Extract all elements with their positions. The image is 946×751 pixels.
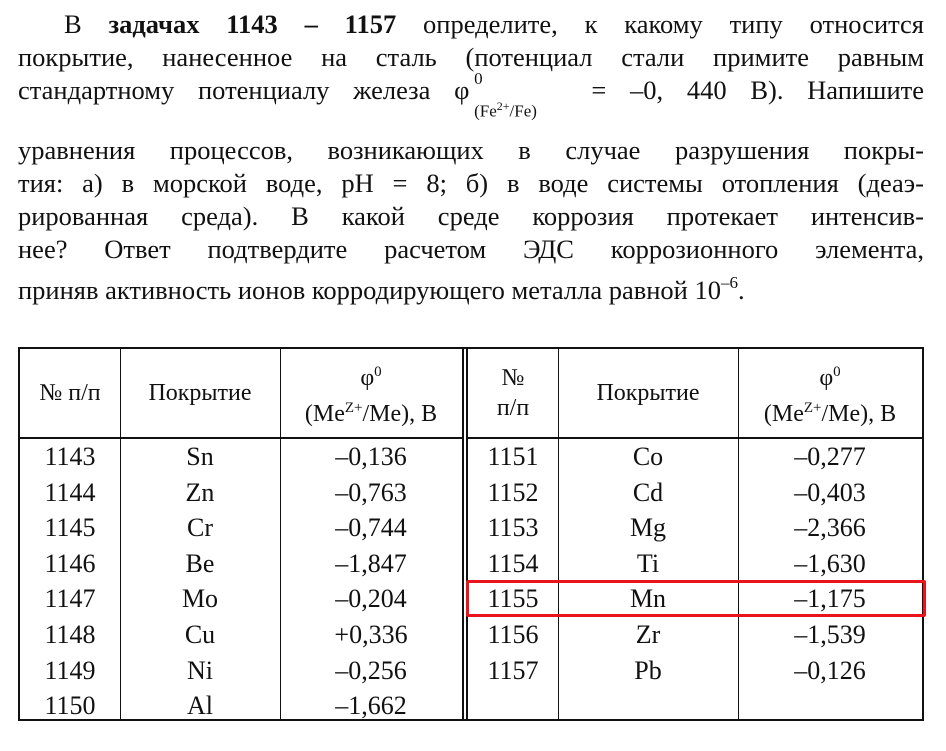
cell-num: 1156 — [487, 619, 539, 649]
table-row — [20, 688, 462, 724]
cell-coating: Al — [187, 691, 213, 721]
cell-num: 1153 — [487, 513, 539, 543]
header-potential: $\varphi^0$ $(Me^{Z+}/Me)$, В — [763, 364, 897, 427]
table-header — [20, 349, 462, 439]
task-range: задачах 1143 – 1157 — [108, 9, 397, 39]
table-row — [468, 546, 922, 582]
cell-potential: –0,744 — [335, 513, 407, 543]
table-row — [20, 439, 462, 475]
text-line: приняв активность ионов корродирующего металла равной $10^{-6}$. — [18, 273, 745, 305]
problem-text — [18, 8, 924, 307]
cell-num: 1149 — [44, 655, 96, 685]
header-coating: Покрытие — [148, 380, 252, 406]
header-num: № п/п — [496, 365, 530, 421]
text-line: рированная среда). В какой среде коррозия протекает интенсив- — [18, 201, 924, 231]
cell-coating: Sn — [186, 442, 214, 471]
text-line: нее? Ответ подтвердите расчетом ЭДС коррозионного элемента, — [18, 234, 924, 264]
cell-num: 1143 — [44, 442, 96, 471]
cell-potential: –1,539 — [794, 619, 866, 649]
table-row — [20, 510, 462, 546]
cell-coating: Mn — [629, 584, 667, 614]
table-left-half — [20, 349, 462, 719]
cell-coating: Mo — [181, 584, 219, 614]
cell-potential: –0,763 — [335, 477, 407, 507]
cell-num: 1150 — [44, 691, 96, 721]
cell-num: 1152 — [487, 477, 539, 507]
cell-coating: Cu — [184, 619, 216, 649]
cell-potential: –0,277 — [794, 442, 866, 471]
cell-coating: Ni — [187, 655, 213, 685]
cell-num: 1155 — [487, 584, 539, 614]
table-row — [20, 581, 462, 617]
table-body-left — [20, 439, 462, 724]
table-row — [468, 510, 922, 546]
cell-num: 1146 — [44, 548, 96, 578]
table-row — [20, 546, 462, 582]
cell-potential: –1,847 — [335, 548, 407, 578]
cell-num: 1148 — [44, 619, 96, 649]
text-line: стандартному потенциалу железа φ 0 $(Fe^{2+}/Fe)$ = –0, 440 В). Напишите — [18, 69, 924, 121]
cell-coating: Ti — [636, 548, 660, 578]
header-num: № п/п — [39, 380, 101, 406]
cell-potential: +0,336 — [334, 619, 408, 649]
table-right-half — [468, 349, 922, 719]
cell-potential: –2,366 — [794, 513, 866, 543]
text-line: тия: а) в морской воде, pH = 8; б) в воде системы отопления (деаэ- — [18, 168, 924, 198]
text-line: покрытие, нанесенное на сталь (потенциал стали примите равным — [18, 42, 924, 72]
cell-potential: –0,403 — [794, 477, 866, 507]
cell-coating: Pb — [634, 655, 662, 685]
cell-num: 1151 — [487, 442, 539, 471]
potential-symbol: φ 0 $(Fe^{2+}/Fe)$ — [454, 69, 537, 121]
cell-coating: Cd — [632, 477, 664, 507]
text-line: В задачах 1143 – 1157 определите, к какому типу относится — [64, 9, 924, 39]
cell-coating: Be — [185, 548, 215, 578]
table-row — [468, 653, 922, 689]
cell-num: 1145 — [44, 513, 96, 543]
header-coating: Покрытие — [596, 380, 700, 406]
potentials-table — [18, 347, 924, 721]
table-header — [468, 349, 922, 439]
header-potential: $\varphi^0$ $(Me^{Z+}/Me)$, В — [304, 364, 438, 427]
cell-potential: –1,662 — [335, 691, 407, 721]
highlight-box-1155 — [466, 580, 926, 617]
table-row — [468, 617, 922, 653]
cell-num: 1154 — [487, 548, 539, 578]
cell-coating: Zn — [185, 477, 215, 507]
table-row — [20, 475, 462, 511]
table-row — [468, 475, 922, 511]
cell-coating: Co — [632, 442, 664, 471]
cell-num: 1157 — [487, 655, 539, 685]
cell-num: 1147 — [44, 584, 96, 614]
table-row — [20, 617, 462, 653]
cell-potential: –0,136 — [335, 442, 407, 471]
cell-potential: –0,204 — [335, 584, 407, 614]
table-row — [20, 653, 462, 689]
text-line: уравнения процессов, возникающих в случае разрушения покры- — [18, 135, 924, 165]
cell-coating: Cr — [187, 513, 213, 543]
cell-num: 1144 — [44, 477, 96, 507]
cell-potential: –1,175 — [794, 584, 866, 614]
cell-coating: Zr — [635, 619, 661, 649]
cell-potential: –0,126 — [794, 655, 866, 685]
table-row — [468, 439, 922, 475]
table-body-right — [468, 439, 922, 688]
cell-coating: Mg — [629, 513, 667, 543]
cell-potential: –1,630 — [794, 548, 866, 578]
cell-potential: –0,256 — [335, 655, 407, 685]
